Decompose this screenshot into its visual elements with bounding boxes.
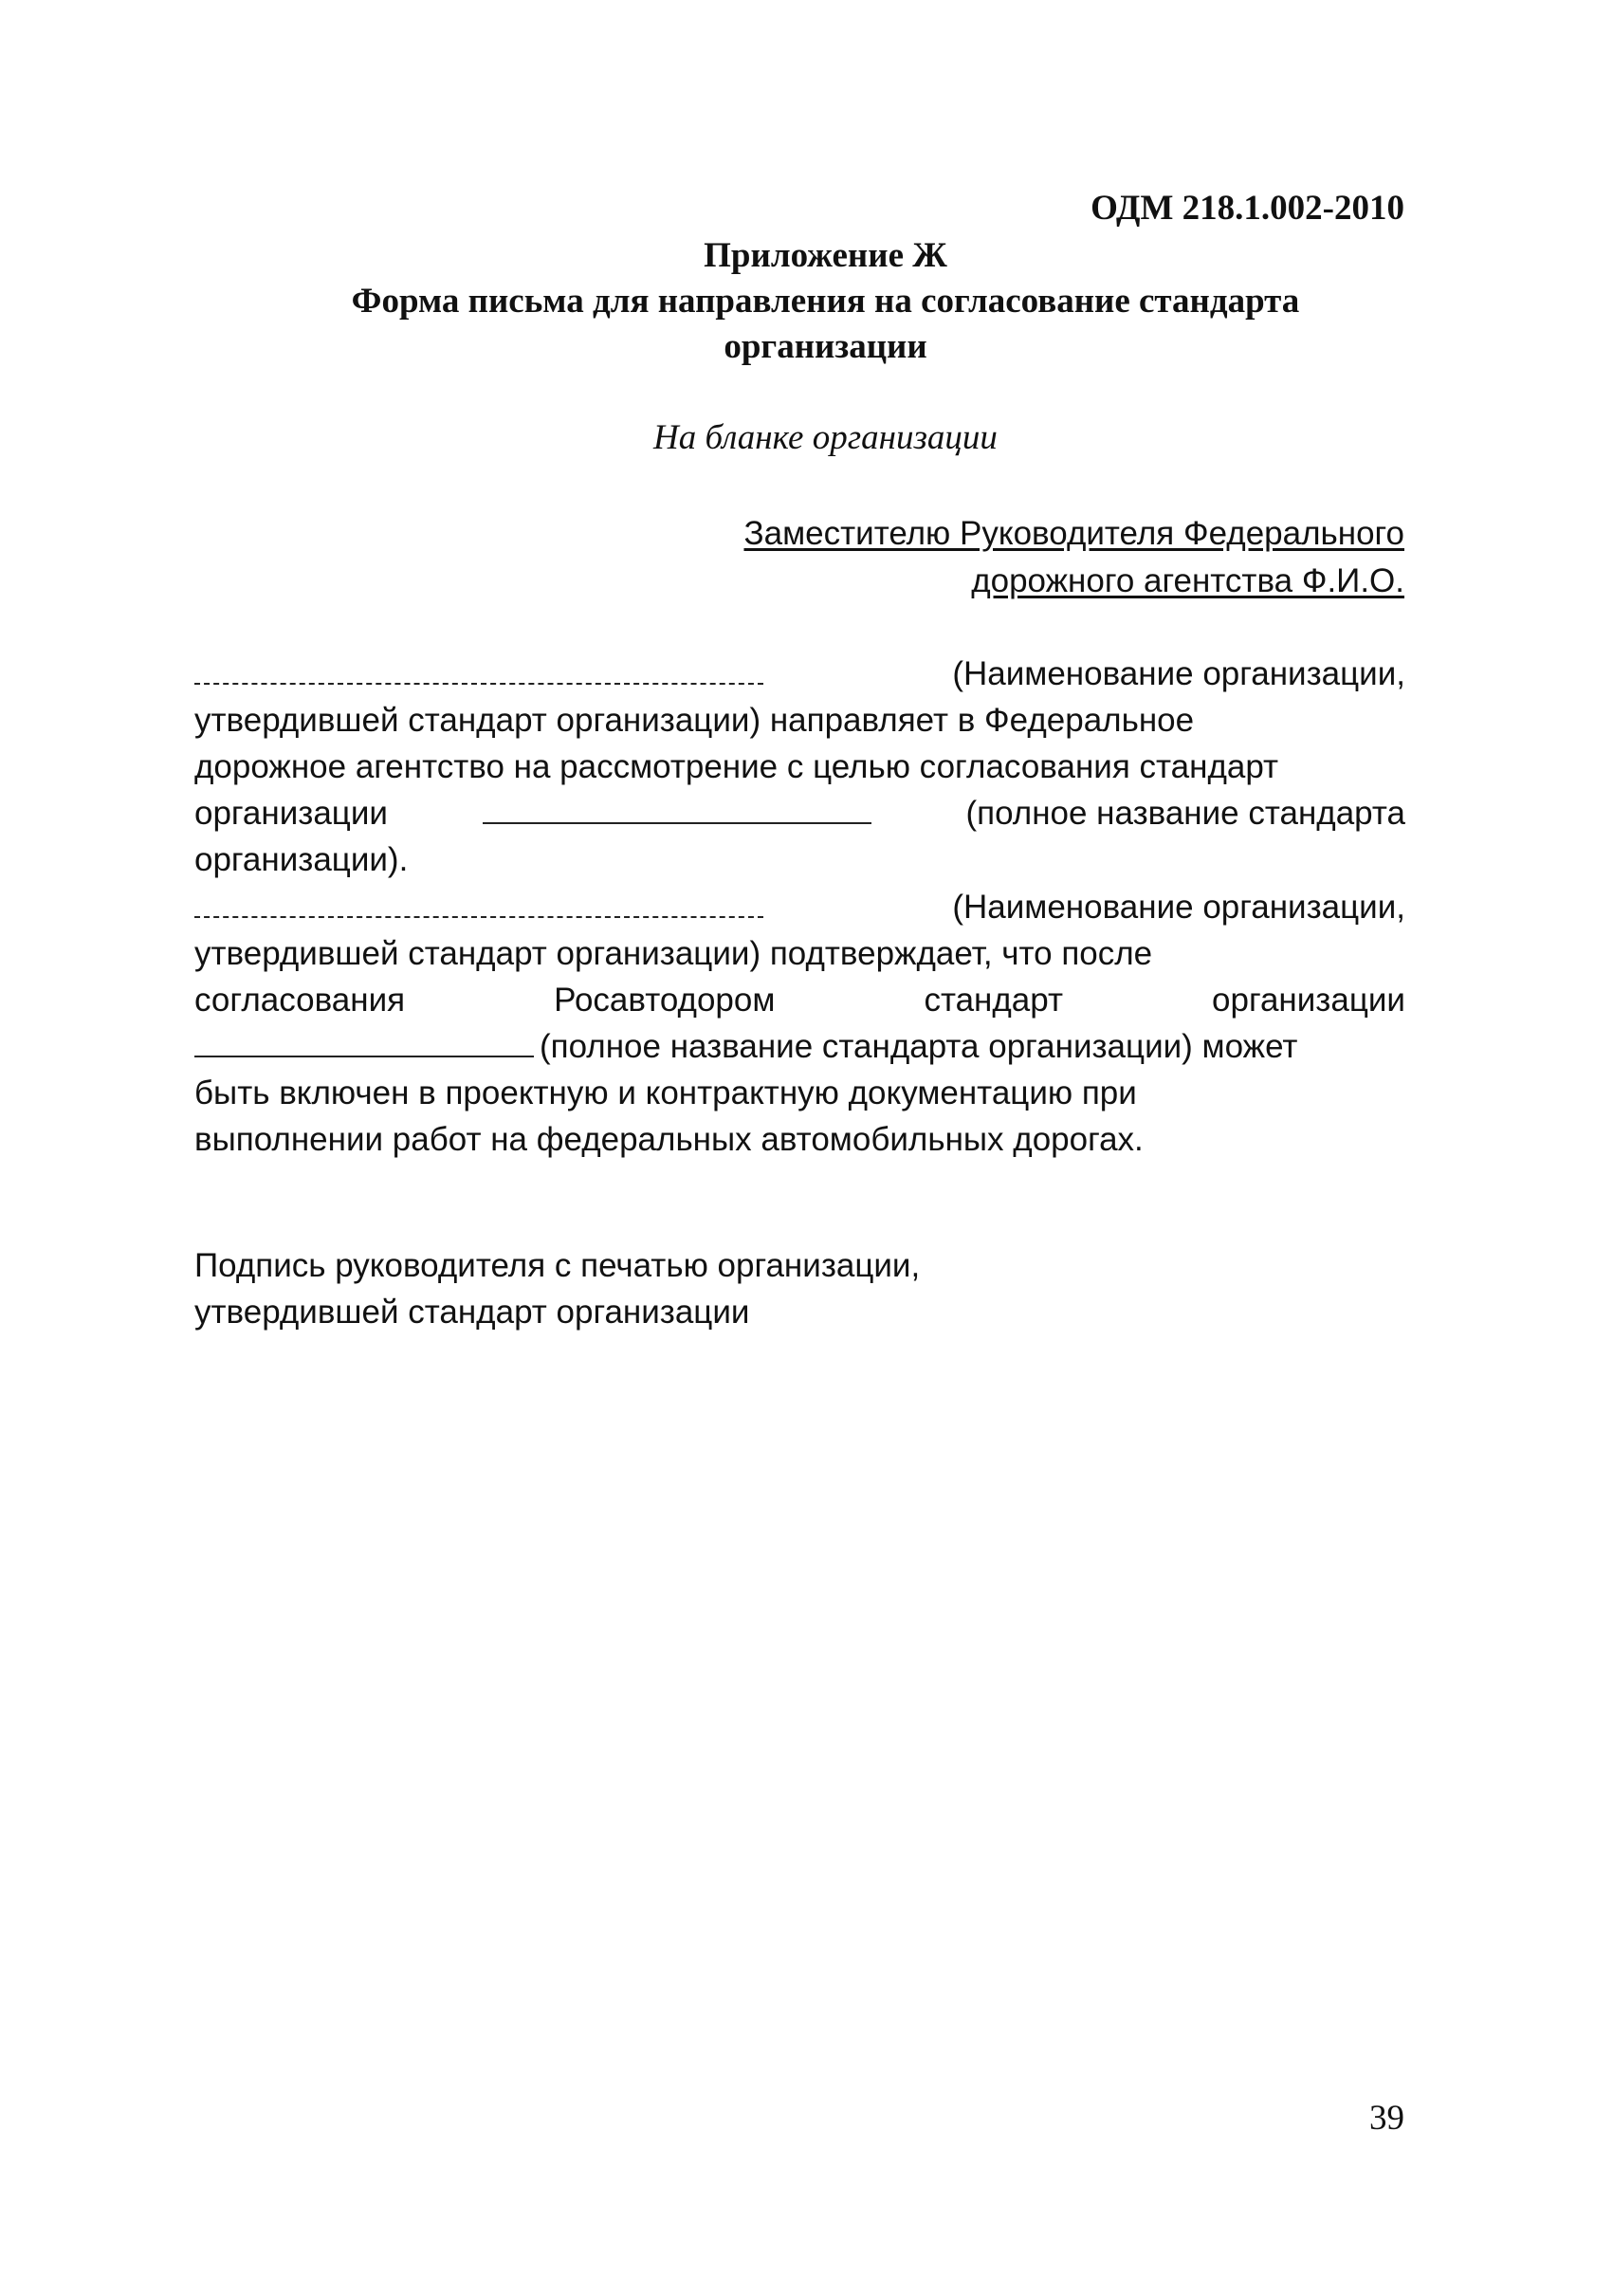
form-title-line2: организации (724, 327, 927, 366)
blank-field (194, 915, 763, 918)
paragraph-2-word: Росавтодором (554, 982, 776, 1019)
paragraph-1-line4b: (полное название стандарта (965, 795, 1405, 832)
paragraph-2-line (194, 1070, 1405, 1116)
paragraph-2-line2: утвердившей стандарт организации) подтверждает, что после (194, 935, 1153, 972)
paragraph-2-line4-text: (полное название стандарта организации) может (540, 1028, 1298, 1065)
form-title-line1: Форма письма для направления на согласование стандарта (351, 282, 1300, 321)
addressee-block (743, 510, 1404, 605)
signature-line1: Подпись руководителя с печатью организации, (194, 1247, 921, 1284)
signature-block (194, 1242, 920, 1335)
paragraph-2-word: стандарт (924, 982, 1063, 1019)
page-number: 39 (1369, 2099, 1404, 2138)
blank-field (483, 821, 871, 824)
paragraph-2-line (194, 1023, 1405, 1070)
paragraph-1-line (194, 651, 1405, 697)
blank-field (194, 1055, 534, 1057)
paragraph-2-line5: быть включен в проектную и контрактную документацию при (194, 1075, 1137, 1111)
paragraph-2-line (194, 884, 1405, 930)
paragraph-1-line (194, 697, 1405, 744)
letterhead-note: На бланке организации (653, 418, 998, 457)
appendix-title: Приложение Ж (704, 236, 947, 275)
paragraph-2-line (194, 977, 1405, 1023)
paragraph-2-line6: выполнении работ на федеральных автомобильных дорогах. (194, 1121, 1144, 1158)
document-code: ОДМ 218.1.002-2010 (1091, 189, 1404, 228)
paragraph-1 (194, 651, 1405, 883)
paragraph-2-line (194, 930, 1405, 977)
paragraph-2-word: организации (1212, 982, 1405, 1019)
paragraph-1-line (194, 790, 1405, 836)
blank-field (194, 682, 763, 685)
paragraph-2 (194, 884, 1405, 1163)
addressee-line2: дорожного агентства Ф.И.О. (971, 562, 1404, 599)
paragraph-2-line (194, 1116, 1405, 1163)
paragraph-1-line (194, 744, 1405, 790)
paragraph-1-line (194, 836, 1405, 883)
paragraph-2-word: согласования (194, 982, 406, 1019)
signature-line2: утвердившей стандарт организации (194, 1294, 750, 1331)
paragraph-1-line2: утвердившей стандарт организации) направляет в Федеральное (194, 702, 1195, 739)
paragraph-1-line4a: организации (194, 795, 388, 832)
paragraph-1-line1-text: (Наименование организации, (952, 655, 1405, 692)
addressee-line1: Заместителю Руководителя Федерального (743, 515, 1404, 552)
paragraph-2-line1-text: (Наименование организации, (952, 889, 1405, 926)
paragraph-1-line5: организации). (194, 841, 409, 878)
paragraph-1-line3: дорожное агентство на рассмотрение с целью согласования стандарт (194, 748, 1279, 785)
